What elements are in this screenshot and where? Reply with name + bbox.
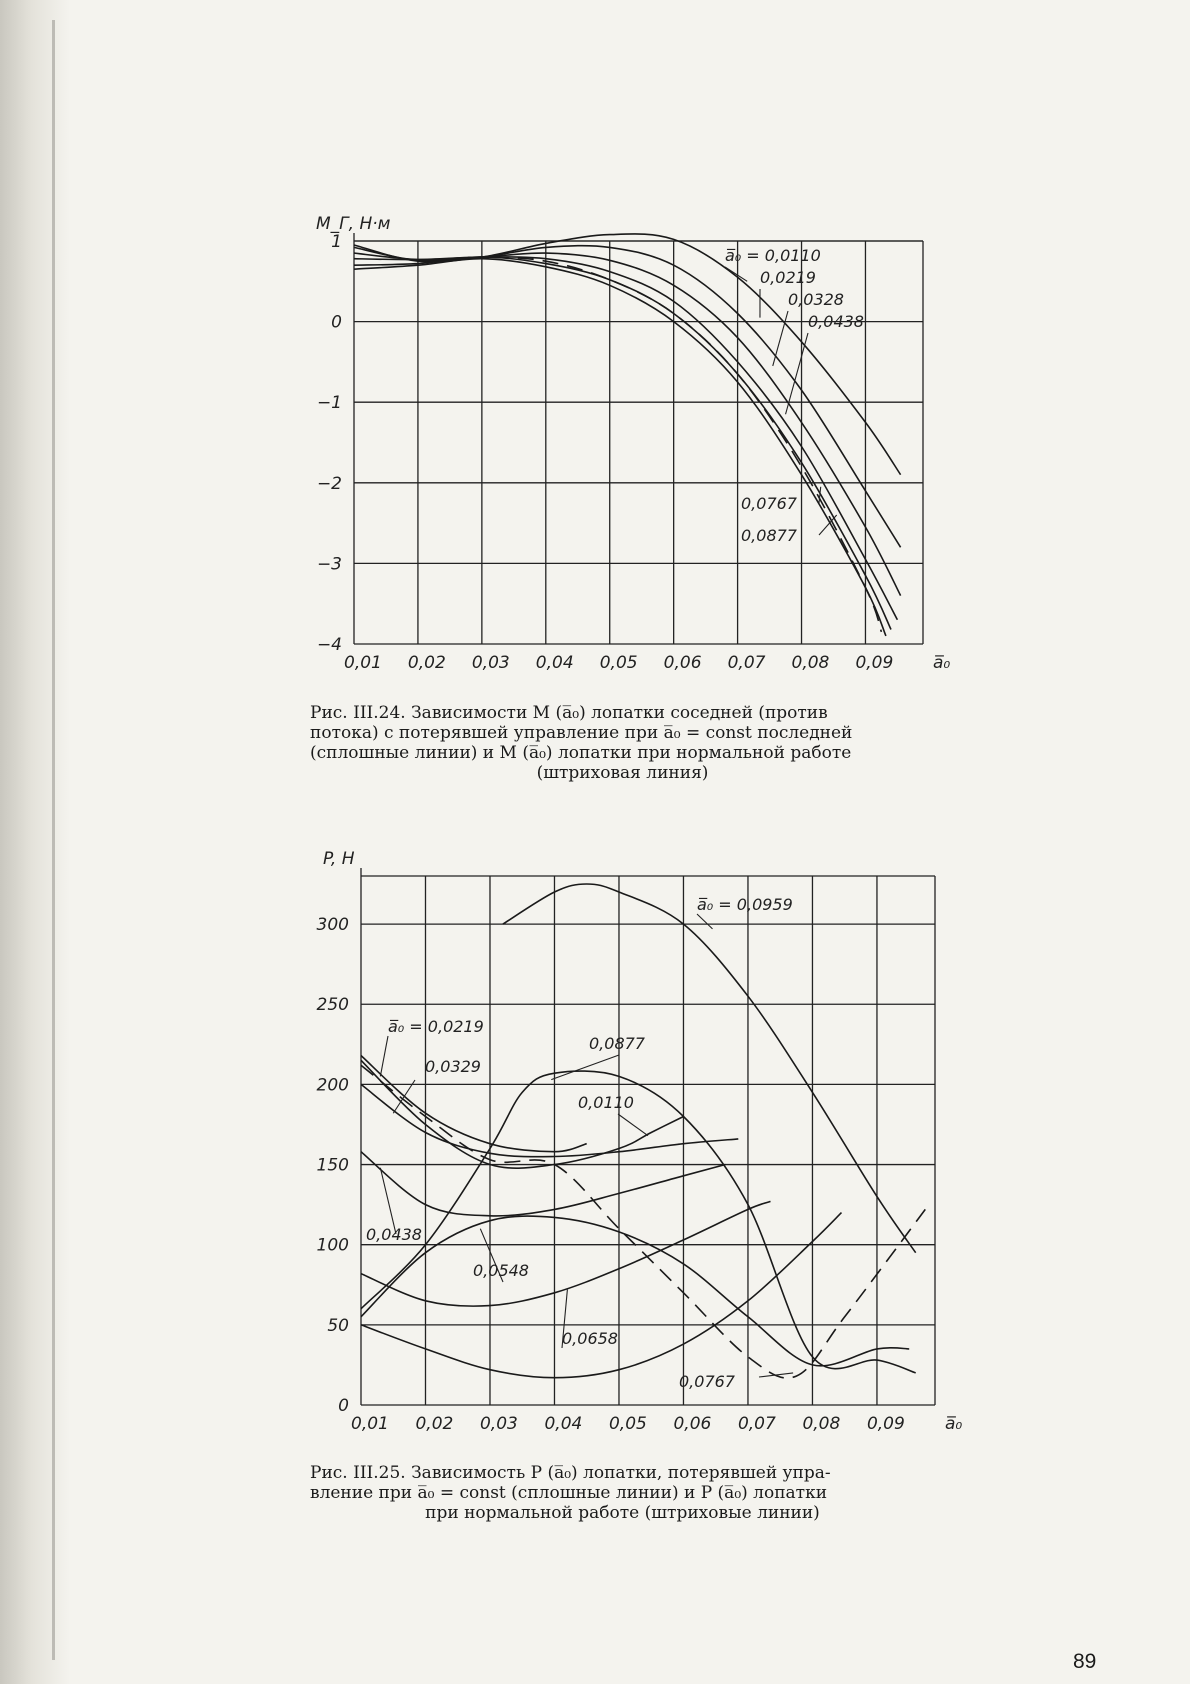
- series-line: [503, 884, 916, 1253]
- leader-line: [551, 1055, 619, 1080]
- series-line: [361, 1060, 684, 1168]
- force-chart: [0, 850, 1190, 1440]
- x-tick-label: 0,08: [791, 653, 830, 673]
- series-label: a̅₀ = 0,0110: [725, 246, 821, 265]
- x-tick-label: 0,07: [727, 653, 766, 673]
- leader-line: [697, 914, 712, 929]
- series-label: 0,0110: [578, 1093, 634, 1112]
- caption-line: (штриховая линия): [536, 763, 709, 783]
- caption-line: вление при a̅₀ = const (сплошные линии) и P (a̅₀) лопатки: [310, 1483, 828, 1503]
- series-label: a̅₀ = 0,0219: [388, 1017, 484, 1036]
- x-tick-label: 0,04: [535, 653, 574, 673]
- series-label: 0,0438: [808, 312, 864, 331]
- leader-line: [380, 1036, 388, 1076]
- x-tick-label: 0,04: [544, 1414, 583, 1434]
- dashed-curve: [361, 1065, 925, 1378]
- figure1-caption: [310, 703, 935, 783]
- x-tick-label: 0,09: [855, 653, 894, 673]
- x-tick-label: 0,01: [344, 653, 382, 673]
- x-tick-label: 0,05: [608, 1414, 647, 1434]
- y-tick-label: 250: [316, 995, 349, 1016]
- chart-grid: [361, 868, 935, 1405]
- figure2-caption: [310, 1463, 935, 1523]
- series-line: [361, 1084, 738, 1156]
- x-tick-label: 0,02: [407, 653, 446, 673]
- x-tick-label: 0,01: [351, 1414, 389, 1434]
- y-tick-label: 0: [331, 312, 342, 333]
- y-axis-label: P, Н: [323, 849, 355, 869]
- series-line: [361, 1213, 842, 1378]
- series-label: 0,0658: [562, 1329, 618, 1348]
- y-tick-label: −3: [316, 554, 342, 575]
- y-tick-label: 100: [316, 1235, 349, 1256]
- series-line: [354, 259, 886, 636]
- caption-line: Рис. III.24. Зависимости M (a̅₀) лопатки соседней (против: [310, 703, 828, 723]
- series-label: 0,0328: [788, 290, 844, 309]
- series-label: 0,0219: [760, 268, 816, 287]
- caption-line: потока) с потерявшей управление при a̅₀ = const последней: [310, 723, 853, 743]
- x-tick-label: 0,03: [471, 653, 510, 673]
- y-axis-label: M_Г, Н·м: [316, 214, 391, 234]
- series-label: 0,0548: [473, 1261, 529, 1280]
- series-label: 0,0767: [679, 1372, 735, 1391]
- moment-chart: [0, 200, 1190, 710]
- series-line: [361, 1216, 909, 1366]
- x-tick-label: 0,03: [479, 1414, 518, 1434]
- x-tick-label: 0,07: [737, 1414, 776, 1434]
- caption-line: при нормальной работе (штриховые линии): [425, 1503, 820, 1523]
- y-tick-label: −1: [316, 393, 342, 414]
- y-tick-label: 200: [316, 1075, 349, 1096]
- caption-line: (сплошные линии) и M (a̅₀) лопатки при нормальной работе: [310, 743, 852, 763]
- y-tick-label: 300: [316, 915, 349, 936]
- leader-line: [618, 1114, 648, 1136]
- caption-line: Рис. III.25. Зависимость P (a̅₀) лопатки, потерявшей упра-: [310, 1463, 831, 1483]
- x-tick-label: 0,02: [415, 1414, 454, 1434]
- series-label: 0,0329: [425, 1057, 481, 1076]
- y-tick-label: −2: [316, 473, 342, 494]
- y-tick-label: 1: [331, 232, 342, 252]
- x-tick-label: 0,06: [663, 653, 702, 673]
- series-label: 0,0767: [741, 494, 797, 513]
- x-axis-label: a̅₀: [945, 1414, 963, 1434]
- series-label: 0,0877: [589, 1034, 645, 1053]
- series-line: [361, 1201, 771, 1306]
- x-axis-label: a̅₀: [933, 653, 951, 673]
- x-tick-label: 0,06: [673, 1414, 712, 1434]
- y-tick-label: 150: [316, 1155, 349, 1176]
- y-tick-label: 0: [338, 1396, 349, 1416]
- series-label: 0,0877: [741, 526, 797, 545]
- series-label: 0,0438: [366, 1225, 422, 1244]
- x-tick-label: 0,09: [866, 1414, 905, 1434]
- leader-line: [725, 267, 747, 281]
- y-tick-label: 50: [327, 1315, 349, 1336]
- x-tick-label: 0,05: [599, 653, 638, 673]
- x-tick-label: 0,08: [802, 1414, 841, 1434]
- series-line: [354, 234, 901, 475]
- series-label: a̅₀ = 0,0959: [697, 895, 793, 914]
- y-tick-label: −4: [316, 635, 342, 655]
- page-number: 89: [1073, 1650, 1097, 1673]
